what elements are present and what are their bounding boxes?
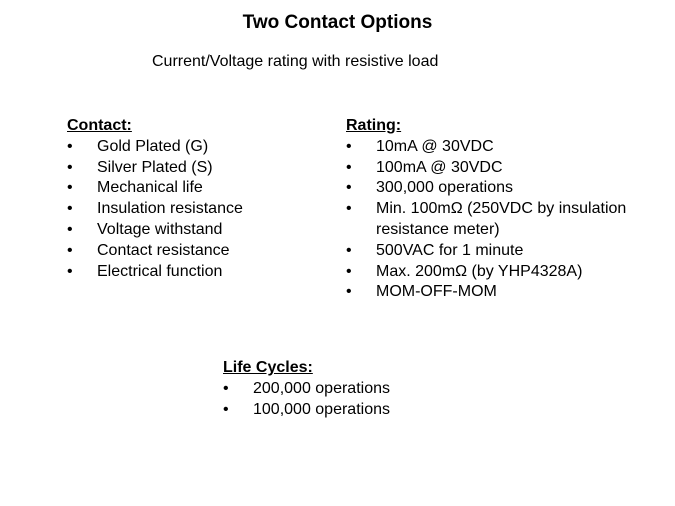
rating-item-mechanical-life: • 300,000 operations — [346, 178, 636, 199]
rating-item-contact-resistance: • Max. 200mΩ (by YHP4328A) — [346, 262, 636, 283]
contact-item-gold-plated: • Gold Plated (G) — [67, 137, 327, 158]
contact-item-contact-resistance: • Contact resistance — [67, 241, 327, 262]
rating-item-silver-rating: • 100mA @ 30VDC — [346, 158, 636, 179]
life-cycles-heading: Life Cycles: — [223, 359, 313, 376]
contact-heading: Contact: — [67, 117, 132, 134]
rating-item-electrical-function: • MOM-OFF-MOM — [346, 282, 636, 303]
contact-item-mechanical-life: • Mechanical life — [67, 178, 327, 199]
rating-heading: Rating: — [346, 117, 402, 134]
contact-list — [67, 137, 327, 283]
rating-item-insulation-resistance: • Min. 100mΩ (250VDC by insulation resistance meter) — [346, 199, 636, 241]
rating-list — [346, 137, 636, 303]
life-cycles-item-gold: • 200,000 operations — [223, 379, 483, 400]
slide-subtitle: Current/Voltage rating with resistive load — [152, 53, 439, 70]
life-cycles-list — [223, 379, 483, 421]
life-cycles-section — [223, 358, 483, 420]
rating-item-gold-rating: • 10mA @ 30VDC — [346, 137, 636, 158]
rating-item-voltage-withstand: • 500VAC for 1 minute — [346, 241, 636, 262]
contact-item-silver-plated: • Silver Plated (S) — [67, 158, 327, 179]
life-cycles-item-silver: • 100,000 operations — [223, 400, 483, 421]
contact-item-electrical-function: • Electrical function — [67, 262, 327, 283]
contact-item-voltage-withstand: • Voltage withstand — [67, 220, 327, 241]
contact-item-insulation-resistance: • Insulation resistance — [67, 199, 327, 220]
contact-section — [67, 116, 327, 282]
rating-section — [346, 116, 636, 303]
slide-title: Two Contact Options — [242, 12, 433, 33]
